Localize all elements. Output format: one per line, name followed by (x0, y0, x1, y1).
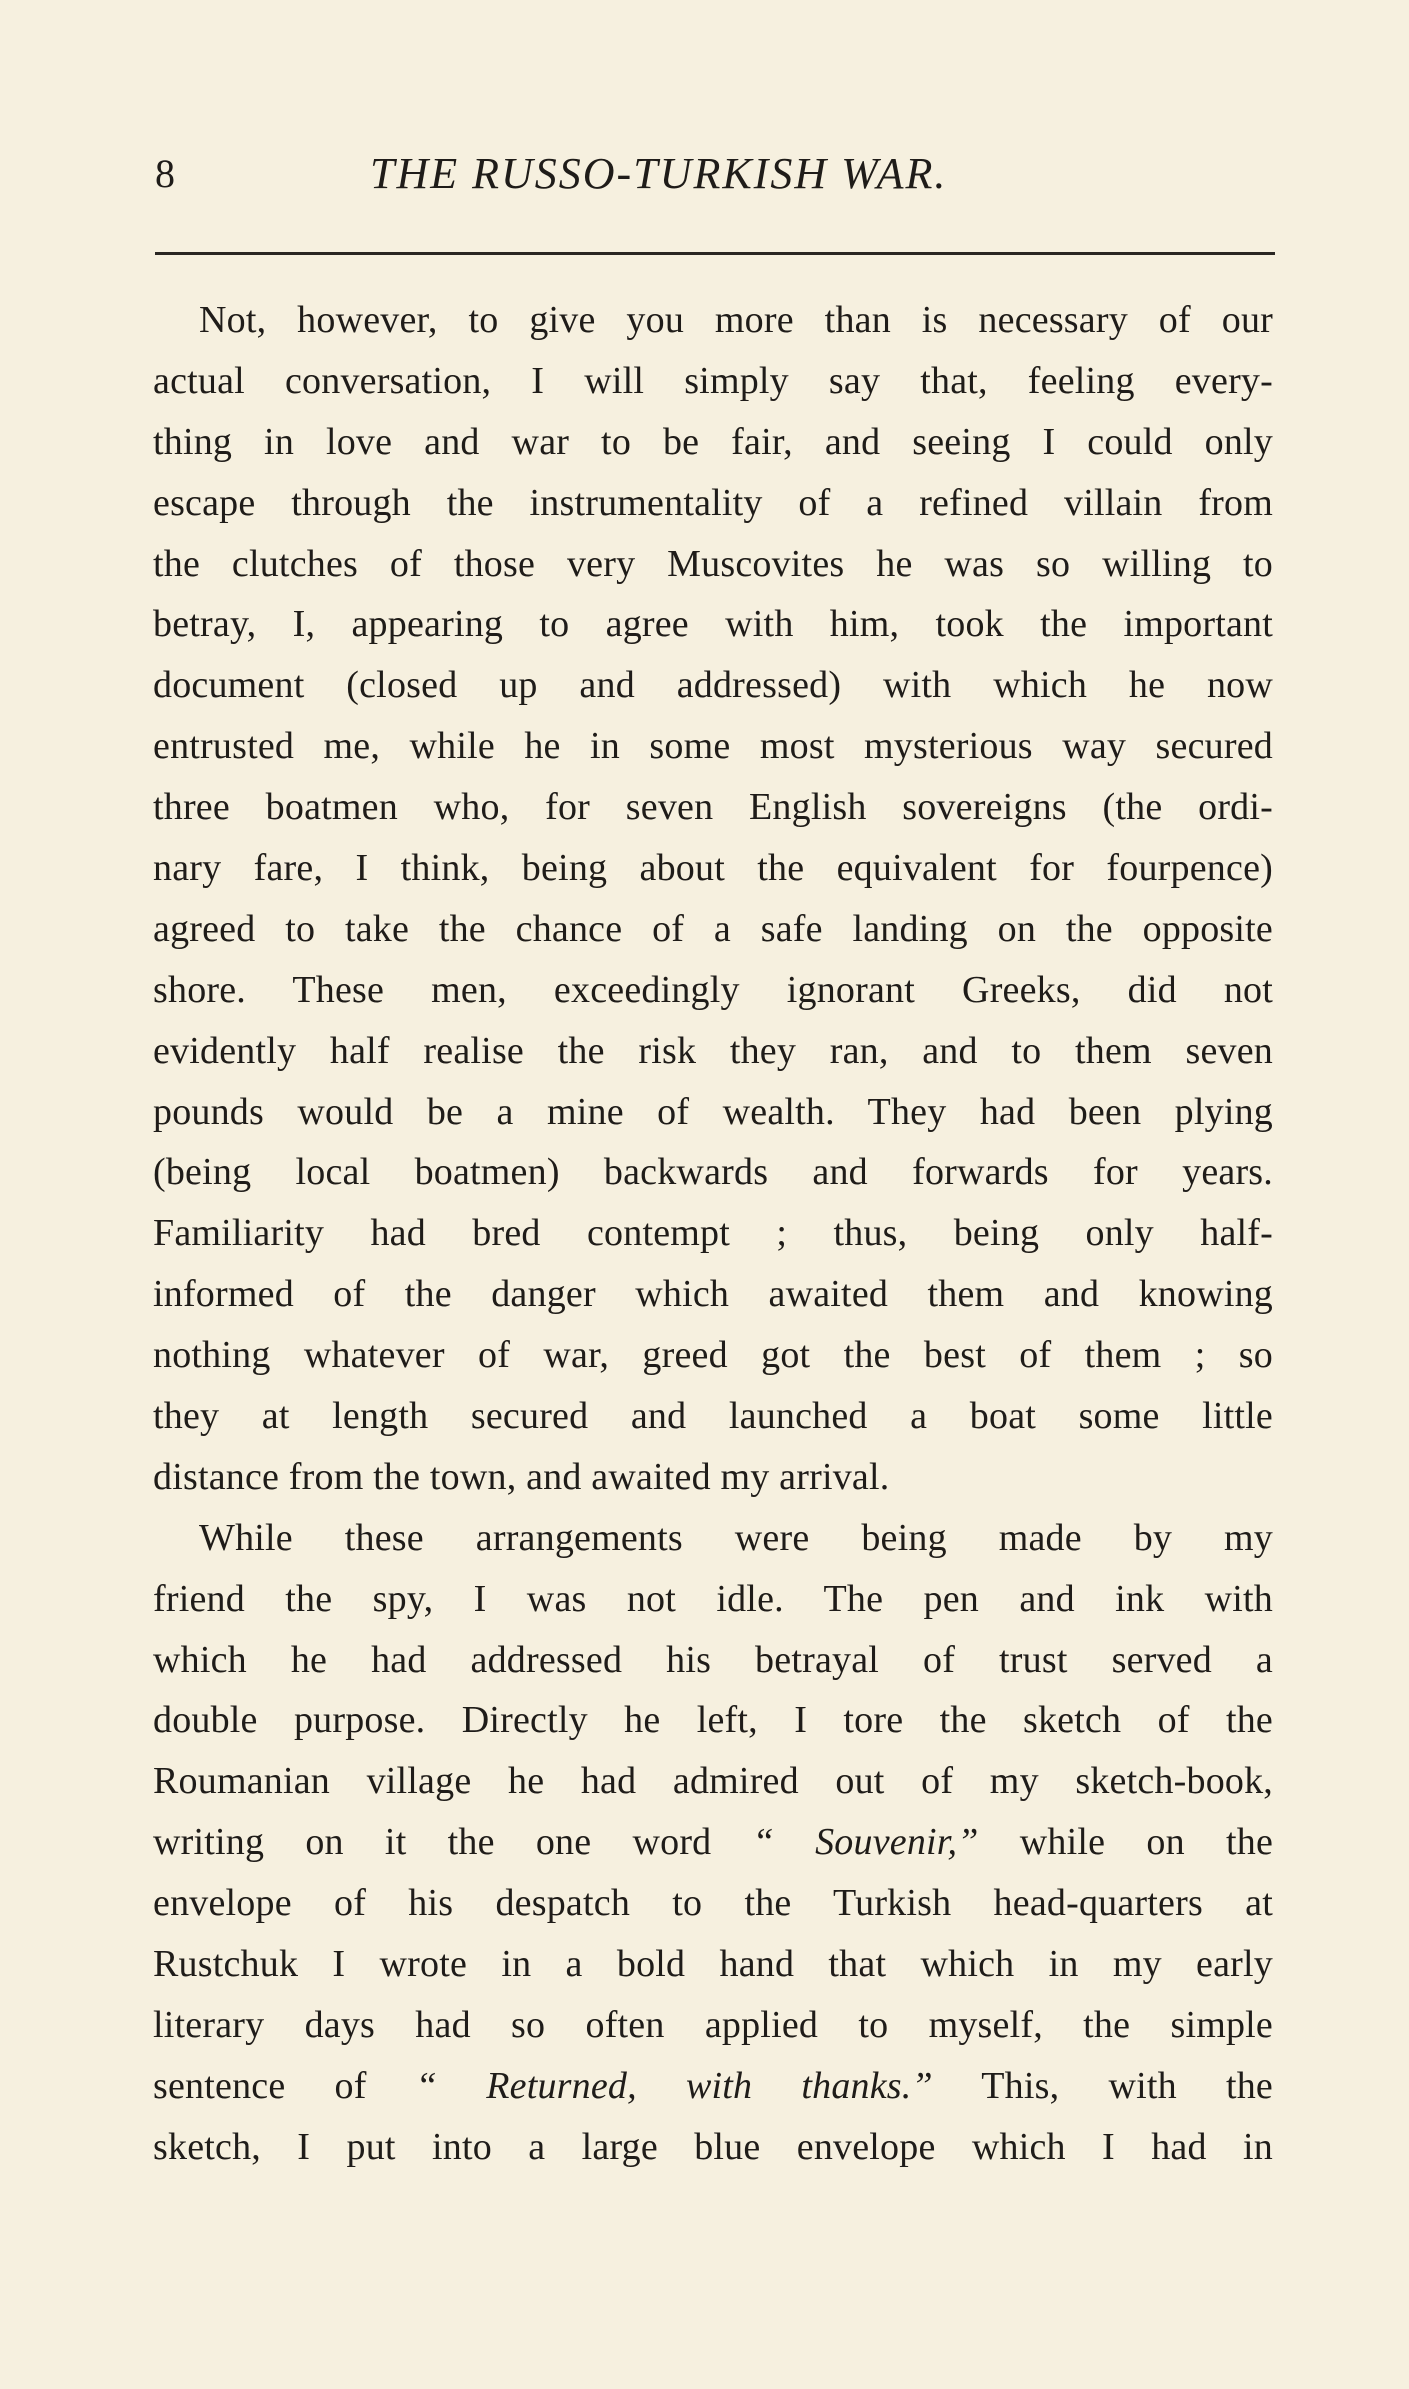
running-title: THE RUSSO-TURKISH WAR. (370, 149, 948, 198)
text-line: document (closed up and addressed) with which he now (153, 664, 1273, 707)
header-rule (155, 252, 1275, 255)
page-header (150, 140, 1270, 210)
text-run: while on the (978, 1821, 1274, 1864)
page-number: 8 (155, 151, 176, 196)
text-line: (being local boatmen) backwards and forwards for years. (153, 1151, 1273, 1194)
text-line: entrusted me, while he in some most mysterious way secured (153, 725, 1273, 768)
text-line: double purpose. Directly he left, I tore the sketch of the (153, 1699, 1273, 1742)
text-line (153, 2056, 1273, 2117)
text-run: This, with the (932, 2064, 1273, 2107)
text-line: pounds would be a mine of wealth. They had been plying (153, 1090, 1273, 1133)
text-line: betray, I, appearing to agree with him, took the important (153, 603, 1273, 646)
paragraph-2 (153, 1508, 1273, 2178)
text-line: literary days had so often applied to myself, the simple (153, 2003, 1273, 2046)
paragraph-1 (153, 290, 1273, 1508)
text-run: writing on it the one word (153, 1821, 753, 1864)
text-line: thing in love and war to be fair, and seeing I could only (153, 420, 1273, 463)
text-line: Roumanian village he had admired out of my sketch-book, (153, 1760, 1273, 1803)
text-line: sketch, I put into a large blue envelope which I had in (153, 2125, 1273, 2168)
text-line: escape through the instrumentality of a refined villain from (153, 481, 1273, 524)
text-line: actual conversation, I will simply say that, feeling every- (153, 359, 1273, 402)
text-line: agreed to take the chance of a safe landing on the opposite (153, 907, 1273, 950)
text-line: Rustchuk I wrote in a bold hand that which in my early (153, 1943, 1273, 1986)
text-line: nary fare, I think, being about the equivalent for fourpence) (153, 847, 1273, 890)
text-line: Familiarity had bred contempt ; thus, being only half- (153, 1212, 1273, 1255)
text-line: the clutches of those very Muscovites he was so willing to (153, 542, 1273, 585)
text-line: friend the spy, I was not idle. The pen and ink with (153, 1577, 1273, 1620)
text-run: sentence of (153, 2064, 416, 2107)
italic-quote-returned: “ Returned, with thanks.” (415, 2064, 933, 2107)
text-line: informed of the danger which awaited them and knowing (153, 1273, 1273, 1316)
text-line: three boatmen who, for seven English sovereigns (the ordi- (153, 786, 1273, 829)
text-line: evidently half realise the risk they ran, and to them seven (153, 1029, 1273, 1072)
text-line: they at length secured and launched a boat some little (153, 1395, 1273, 1438)
italic-quote-souvenir: “ Souvenir,” (752, 1821, 979, 1864)
text-line: envelope of his despatch to the Turkish head-quarters at (153, 1882, 1273, 1925)
text-line: distance from the town, and awaited my arrival. (153, 1455, 890, 1498)
text-line: shore. These men, exceedingly ignorant Greeks, did not (153, 968, 1273, 1011)
text-line: Not, however, to give you more than is necessary of our (199, 299, 1273, 341)
body-text (153, 290, 1273, 2178)
text-line: nothing whatever of war, greed got the best of them ; so (153, 1334, 1273, 1377)
text-line (153, 1812, 1273, 1873)
text-line: which he had addressed his betrayal of trust served a (153, 1638, 1273, 1681)
text-line: While these arrangements were being made by my (199, 1516, 1273, 1559)
